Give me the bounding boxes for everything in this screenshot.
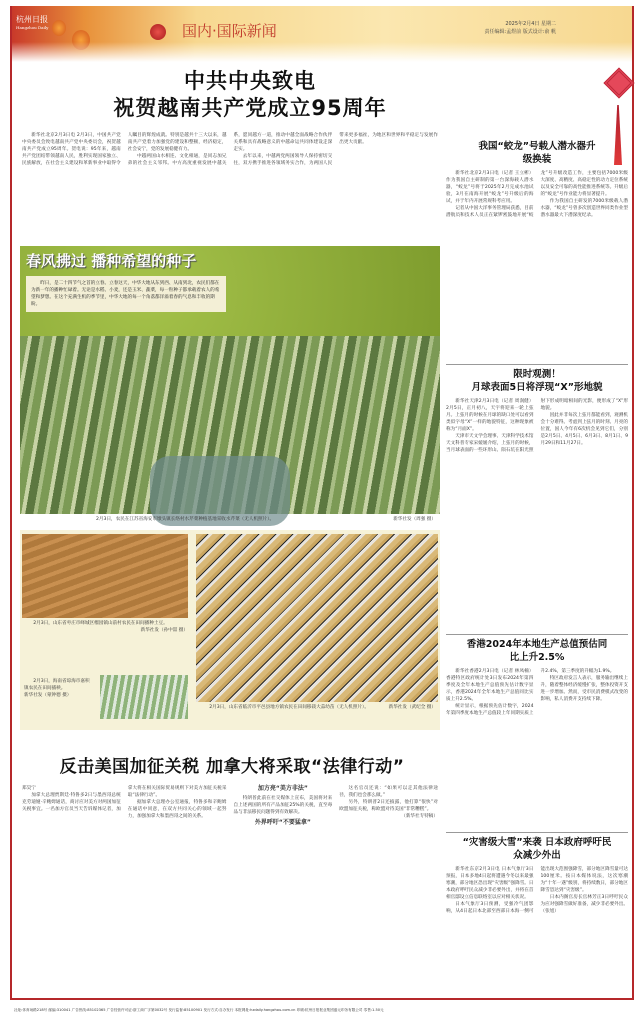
spring-lead: 昨日，是二十四节气之首的立春。立春这天，中华大地从东到西、从南到北，农民们都在为新一年的播种忙碌着。无论是水稻、小麦，还是玉米、蔬菜，每一粒种子都承载着农人的希望和梦想。在这个充满生机的季节里，中华大地的每一个角落都洋溢着春的气息和丰收的期盼。: [26, 276, 226, 312]
spring-feature: [20, 246, 440, 514]
newspaper-logo: 杭州日报 Hangzhou Daily: [16, 15, 49, 30]
hk-gdp-article: 香港2024年本地生产总值预估同比上升2.5% 新华社香港2月3日电（记者 林凤楠）香港特区政府统计处3日发布2024年第四季度及全年本地生产总值预先估计数字显示，香港2024年全年本地生产总值同比实质上升2.5%。 统计显示，根据预先估计数字，2024年第四季度本地生产总值较上年同期实质上升2.4%，第三季度的升幅为1.9%。 特区政府发言人表示，服务输出继续上升，随着整体经济缓慢扩张，整体投资开支进一步增加。然而，受市民消费模式改变的影响，私人消费开支持续下降。: [446, 639, 628, 716]
celery-field-photo: [20, 336, 440, 514]
garlic-field-photo: [196, 534, 438, 702]
section-title: 国内·国际新闻: [182, 22, 277, 40]
photo-caption: 2月3日，海南省琼海市嘉积镇农民在田间插秧。 新华社发（蒙钟德 摄）: [24, 679, 90, 698]
dateline: 2025年2月4日 星期二 责任编辑:孟煜前 版式设计:俞 帆: [484, 21, 556, 35]
lead-article-body: 新华社北京2月3日电 2月3日，中国共产党中央委员会致电越南共产党中央委员会，祝贺越南共产党成立95周年。贺电说：95年来，越南共产党团结带领越南人民，胜利实现国家独立、民族解放，在社会主义建设和革新事业中取得令人瞩目的辉煌成就。特别是越共十三大以来，越南共产党着力加强党的建设和整顿，经济稳定，社会安宁，党的发展稳健有力。 中越两国山水相连、文化相通，是同志加兄弟的社会主义邻邦。中方高度重视发展中越关系，愿同越方一道，推动中越全面战略合作伙伴关系和具有战略意义的中越命运共同体建设走深走实。 去年以来，中越两党两国领导人保持密切交往，双方携手推进各领域务实合作，为两国人民带来更多福祉，为地区和世界和平稳定与发展作出更大贡献。: [22, 133, 438, 166]
spring-headline: 春风拂过 播种希望的种子: [26, 252, 197, 270]
spring-caption: 2月3日，农民在江苏省海安市墩头镇长络村水芹菜种植基地采收水芹菜（无人机照片）。 新华社发（周强 摄）: [96, 517, 436, 522]
moon-article: 限时观测！ 月球表面5日将浮现“X”形地貌 新华社天津2月3日电（记者 周润健）2月5日，正月初八，天宇将迎来一轮上弦月。上弦月的时候在月球的缺口处可以看到类似字母“X”一样的地貌特征，这种现象被称为“月面X”。 天津市天文学会理事、天津科学技术馆天文科普专家宋媛媛介绍，上弦月的时候，当月球表面的一些环形山、陨石坑在阳光照射下形成明暗相间的光影，便形成了“X”形地貌。 因此并非每次上弦月都能看到，观测机会十分难得。考虑到上弦月的时刻、月亮的位置，国人今年有6次机会见到它们，分别是2月5日、4月5日、6月3日、8月1日、9月29日和11月27日。: [446, 369, 628, 453]
canada-headline: 反击美国加征关税 加拿大将采取“法律行动”: [59, 757, 405, 777]
japan-snow-article: “灾害级大雪”来袭 日本政府呼吁民众减少外出 新华社东京2月3日电 日本气象厅3日预报，日本多地4日起将遭遇今冬以来最强寒潮，部分地区恐出现“灾害级”强降雪。日本政府呼吁民众减少非必要外出，并将在首相官邸设立信息联络室以应对相关状况。 日本气象厅3日预测，受强冷气团影响，从4日起日本北部至西部日本海一侧可能出现大范围强降雪，部分地区降雪量可达100厘米。按日本媒体说法，这次寒潮为“十年一遇”级别，将持续数日，部分地区降雪恐达到“灾害级”。 日本内阁官房长官林芳正3日呼吁民众为应对强降雪做好准备，减少非必要外出。（张旭）: [446, 837, 628, 914]
canada-article-body: 郑昊宁 加拿大总理贾斯廷·特鲁多2日与墨西哥总统克劳迪娅·辛鲍姆通话，商讨应对美方对两国加征关税事宜。一名加方官员当天告诉媒体记者，加拿大将在相关国际贸易规则下对美方加征关税采取“法律行动”。 据加拿大总理办公室通报，特鲁多和辛鲍姆在通话中同意，在双方共同关心的领域一起努力，加强加拿大和墨西哥之间的关系。 加方亮“美方非法” 特朗普此前在社交媒体上宣布，美国将对来自上述两国的所有产品加征25%的关税，直至毒品与非法移民问题得到有效解决。 外界呼吁“不要猛拿” 这名官员还说：“如果可以走其他法律途径，我们也会那么做。” 另外，特朗普2日还披露，他打算“很快”对欧盟加征关税，称欧盟对待美国“非常糟糕”。 （新华社专特稿）: [22, 785, 438, 826]
photo-caption: 2月3日，山东省枣庄市峄城区榴园镇山前村农民在田间播种土豆。 新华社发（孙中喆 摄）: [33, 621, 188, 633]
photo-caption: 2月3日，山东省临沂市平邑县地方镇农民在田间移栽大蒜幼苗（无人机照片）。 新华社发（武纪全 摄）: [209, 705, 436, 710]
footer-info: 社址:体育场路218号 邮编:310041 广告热线:85102365 广告经营许可证:浙工商广字第0032号 发行监督:85100901 发行方式:自办发行 本报网址:hzdaily.hangzhou.com.cn 印刷:杭州日报报业集团盛元印务有限公司 零售:1.50元: [14, 1008, 384, 1012]
rice-transplanting-photo: [100, 675, 188, 719]
potato-planting-photo: [22, 534, 188, 618]
lead-headline: 中共中央致电 祝贺越南共产党成立95周年: [113, 69, 387, 120]
jiaolong-article: 我国“蛟龙”号载人潜水器升级换装 新华社北京2月3日电（记者 王立彬）作为我国自主研制的第一台深海载人潜水器，“蛟龙”号将于2025年2月完成水池试验，3月在南海开展“蛟龙”号升级后的海试，并于年内开展常规科考应用。 记者从中国大洋事务管理局获悉，目前潜航员和技术人员正在紧锣密鼓地开展“蛟龙”号升级改造工作，主要包括7000米级大深度、高精度、高稳定性的动力定位系统以及安全可靠的高性能推进系统等。升级后的“蛟龙”号作业能力将显著提升。 作为我国自主研发的7000米级载人潜水器，“蛟龙”号曾多次创造世界同类作业型潜水器最大下潜深度纪录。: [446, 141, 628, 218]
